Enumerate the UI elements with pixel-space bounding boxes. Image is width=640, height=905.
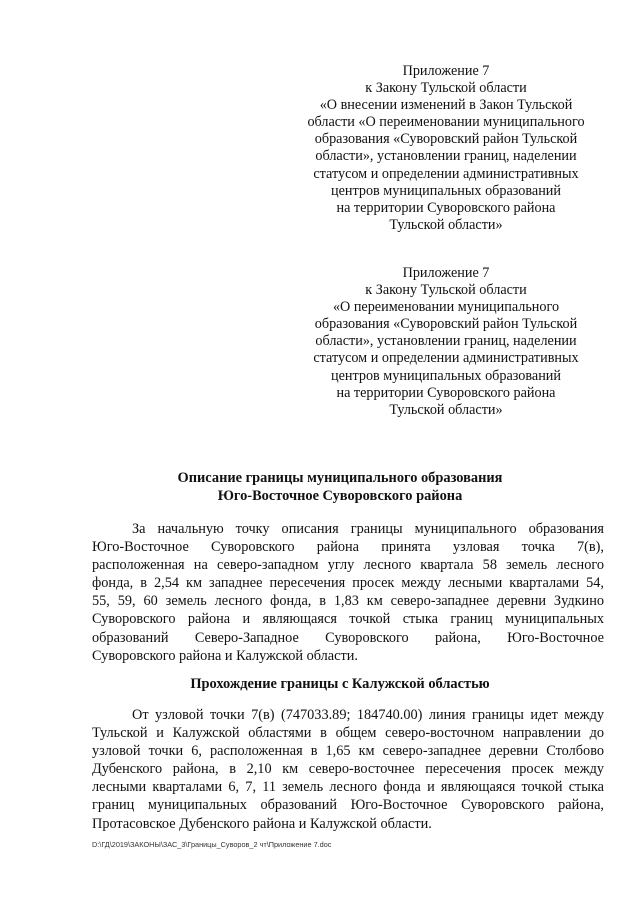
annex-original-block	[296, 265, 596, 419]
annex-original-line: «О переименовании муниципального	[332, 299, 560, 316]
annex-amendment-line: образования «Суворовский район Тульской	[314, 131, 578, 148]
section-heading	[60, 676, 620, 694]
annex-amendment-line: на территории Суворовского района	[336, 199, 556, 216]
paragraph-line: лесными кварталами 6, 7, 11 земель лесного фонда и являющаяся точкой стыка	[92, 779, 604, 796]
footer-file-path: D:\ГД\2019\ЗАКОНЫ\ЗАС_3\Границы_Суворов_2 чт\Приложение 7.doc	[92, 840, 332, 849]
paragraph-line: границ муниципальных образований Юго-Восточное Суворовского района,	[92, 797, 604, 814]
annex-amendment-line: к Закону Тульской области	[365, 80, 527, 97]
annex-original-line: к Закону Тульской области	[365, 282, 527, 299]
paragraph-line: От узловой точки 7(в) (747033.89; 184740.00) линия границы идет между	[132, 707, 604, 723]
annex-amendment-line: «О внесении изменений в Закон Тульской	[319, 97, 573, 114]
annex-amendment-line: центров муниципальных образований	[331, 182, 561, 199]
annex-amendment-line: статусом и определении административных	[313, 165, 579, 182]
paragraph-line: Суворовского района и Калужской области.	[92, 647, 358, 664]
paragraph-line: узловой точки 6, расположенная в 1,65 км северо-западнее деревни Столбово	[92, 743, 604, 760]
paragraph-line: Тульской и Калужской областями в общем северо-восточном направлении до	[92, 725, 604, 742]
annex-amendment-line: Приложение 7	[402, 63, 490, 79]
paragraph-line: Протасовское Дубенского района и Калужской области.	[92, 815, 432, 832]
paragraph-line: Дубенского района, в 2,10 км северо-восточнее пересечения просек между	[92, 761, 604, 778]
annex-original-line: области», установлении границ, наделении	[315, 333, 577, 350]
paragraph-line: фонда, в 2,54 км западнее пересечения просек между лесными кварталами 54,	[92, 575, 604, 592]
document-title-line: Юго-Восточное Суворовского района	[217, 487, 463, 504]
document-title-line: Описание границы муниципального образования	[177, 470, 503, 486]
annex-amendment-line: области «О переименовании муниципального	[307, 114, 585, 131]
annex-amendment-line: области», установлении границ, наделении	[315, 148, 577, 165]
paragraph-line: Юго-Восточное Суворовского района принята узловая точка 7(в),	[92, 539, 604, 556]
kaluga-boundary-paragraph	[92, 706, 604, 833]
annex-original-line: Приложение 7	[402, 265, 490, 281]
annex-original-line: центров муниципальных образований	[331, 367, 561, 384]
annex-amendment-line: Тульской области»	[389, 216, 503, 233]
start-point-paragraph	[92, 520, 604, 665]
annex-original-line: Тульской области»	[389, 401, 503, 418]
document-title	[60, 470, 620, 505]
paragraph-line: За начальную точку описания границы муниципального образования	[132, 521, 604, 537]
paragraph-line: образований Северо-Западное Суворовского района, Юго-Восточное	[92, 629, 604, 646]
annex-original-line: образования «Суворовский район Тульской	[314, 316, 578, 333]
annex-original-line: статусом и определении административных	[313, 350, 579, 367]
section-heading-text: Прохождение границы с Калужской областью	[190, 676, 490, 692]
paragraph-line: 55, 59, 60 земель лесного фонда, в 1,83 км северо-западнее деревни Зудкино	[92, 593, 604, 610]
annex-original-line: на территории Суворовского района	[336, 384, 556, 401]
paragraph-line: расположенная на северо-западном углу лесного квартала 58 земель лесного	[92, 557, 604, 574]
paragraph-line: Суворовского района и являющаяся точкой стыка границ муниципальных	[92, 611, 604, 628]
annex-amendment-block	[296, 63, 596, 234]
